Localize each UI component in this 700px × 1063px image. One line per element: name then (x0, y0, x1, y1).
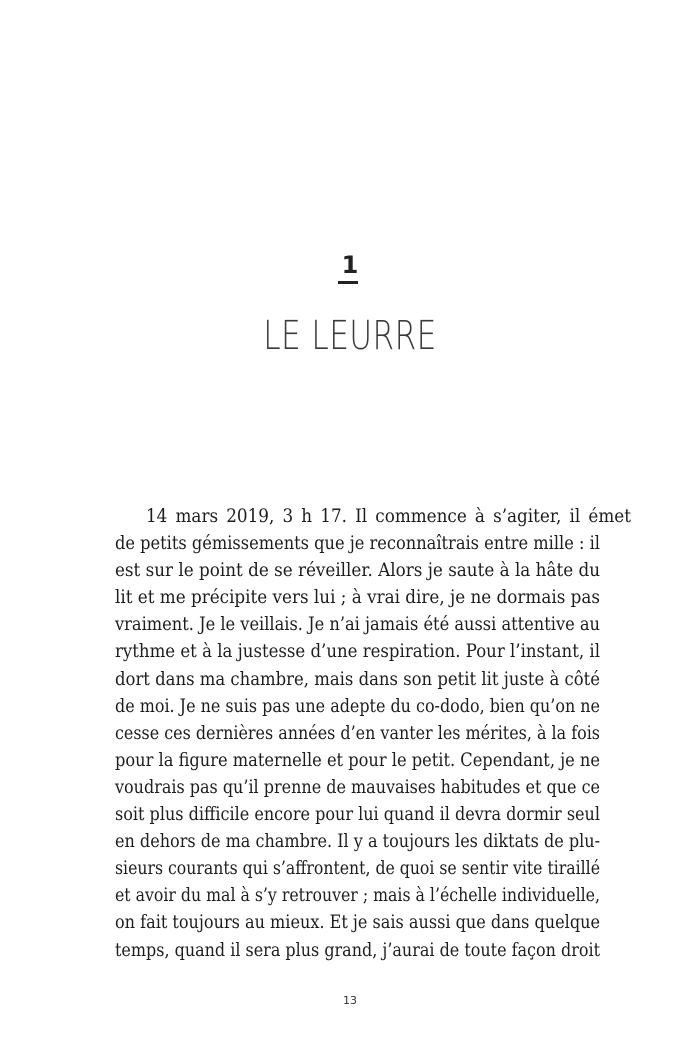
text-line: vraiment. Je le veillais. Je n’ai jamais été aussi attentive au (115, 614, 600, 636)
text-line: sieurs courants qui s’affrontent, de quoi se sentir vite tiraillé (115, 858, 600, 880)
text-line: temps, quand il sera plus grand, j’aurai de toute façon droit (115, 939, 600, 961)
text-line: en dehors de ma chambre. Il y a toujours les diktats de plu- (115, 831, 600, 853)
page-number: 13 (343, 994, 357, 1007)
text-line: soit plus difficile encore pour lui quand il devra dormir seul (115, 804, 600, 826)
text-line: cesse ces dernières années d’en vanter les mérites, à la fois (115, 722, 600, 744)
text-line: de petits gémissements que je reconnaîtrais entre mille : il (115, 533, 600, 555)
text-line: 14 mars 2019, 3 h 17. Il commence à s’agiter, il émet (145, 506, 631, 527)
text-line: rythme et à la justesse d’une respiration. Pour l’instant, il (115, 641, 600, 663)
text-line: est sur le point de se réveiller. Alors je saute à la hâte du (115, 560, 600, 582)
chapter-title: LE LEURRE (263, 313, 437, 359)
text-line: lit et me précipite vers lui ; à vrai dire, je ne dormais pas (115, 587, 600, 609)
chapter-number: 1 (341, 251, 359, 279)
text-line: et avoir du mal à s’y retrouver ; mais à l’échelle individuelle, (115, 885, 600, 907)
chapter-number-underline (338, 281, 358, 284)
text-line: on fait toujours au mieux. Et je sais aussi que dans quelque (115, 912, 600, 934)
text-line: pour la figure maternelle et pour le petit. Cependant, je ne (115, 749, 600, 771)
chapter-body-text (115, 503, 631, 964)
text-line: de moi. Je ne suis pas une adepte du co-dodo, bien qu’on ne (115, 695, 600, 717)
text-line: dort dans ma chambre, mais dans son petit lit juste à côté (115, 668, 600, 690)
text-line: voudrais pas qu’il prenne de mauvaises habitudes et que ce (115, 776, 600, 798)
